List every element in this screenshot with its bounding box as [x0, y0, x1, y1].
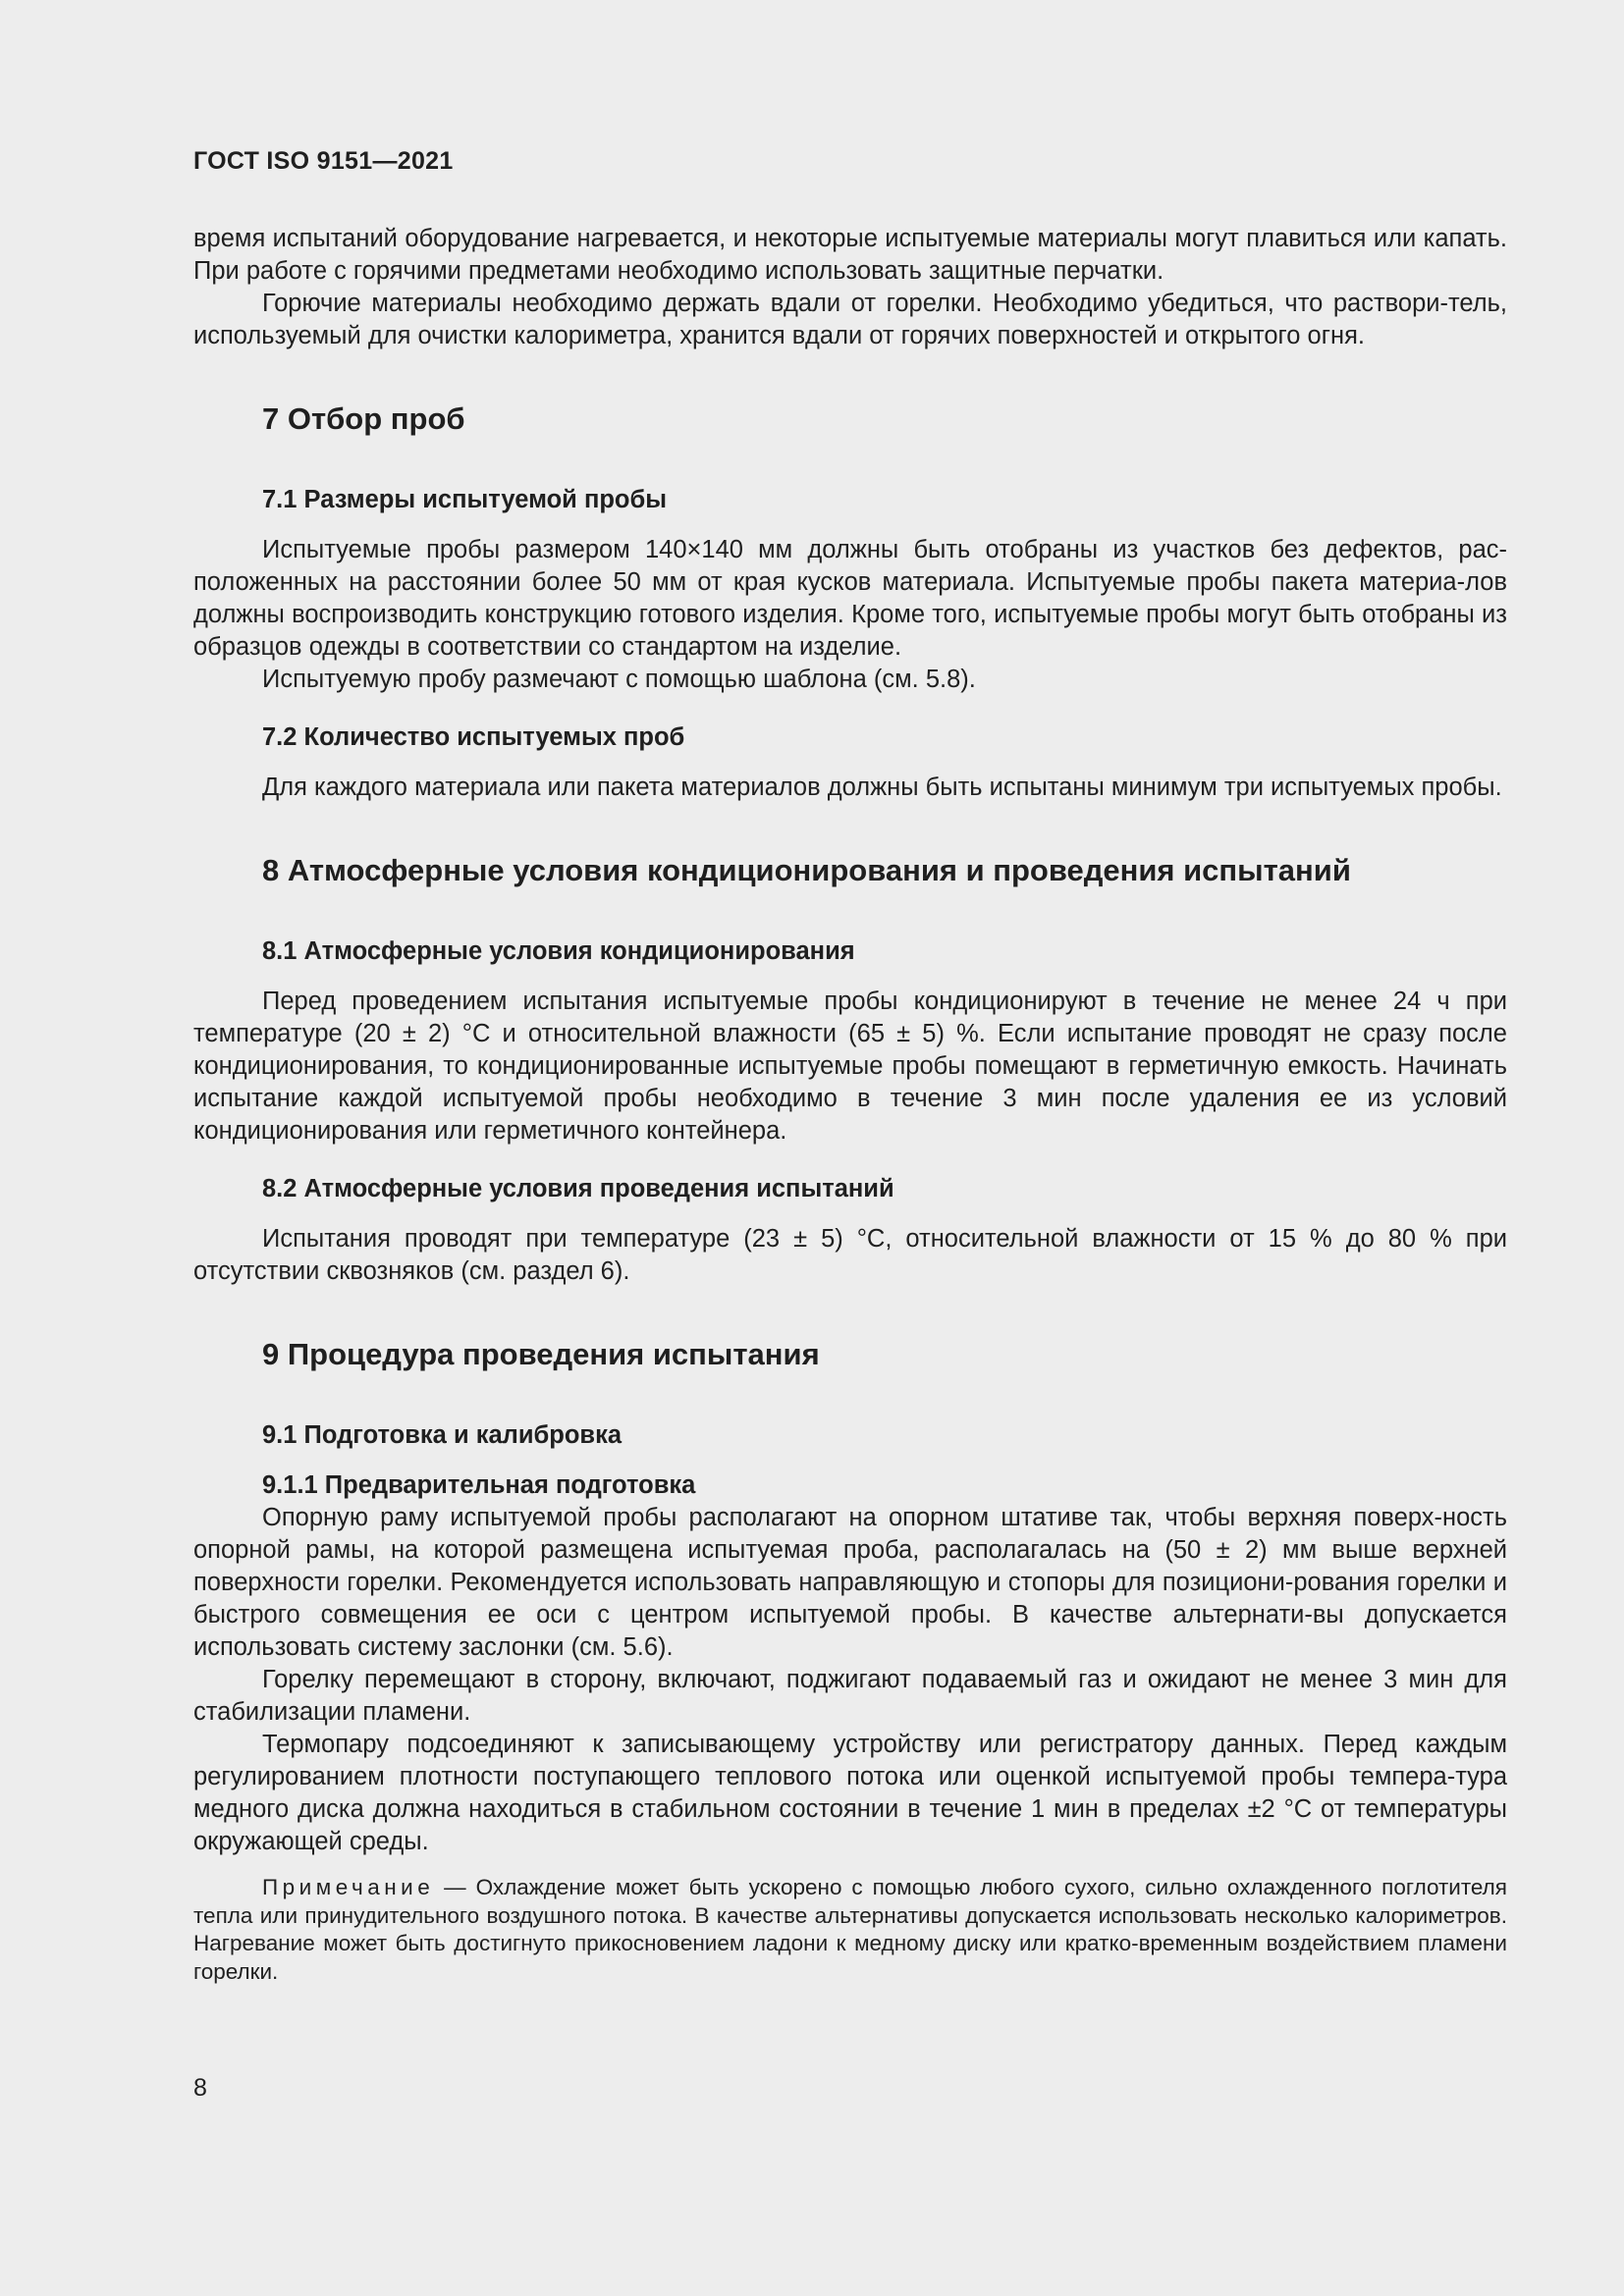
subsection-8-2-paragraph-1: Испытания проводят при температуре (23 ± 5) °С, относительной влажности от 15 % до 80 % при отсутствии сквозняков (см. раздел 6).: [193, 1225, 1507, 1285]
subsection-9-1-1-paragraph-3: Термопару подсоединяют к записывающему устройству или регистратору данных. Перед каждым регулированием плотности поступающего теплового потока или оценкой испытуемой пробы темпера-тура медного диска должна находиться в стабильном состоянии в течение 1 мин в пределах ±2 °С от температуры окружающей среды.: [193, 1731, 1507, 1855]
intro-paragraph-1: время испытаний оборудование нагревается, и некоторые испытуемые материалы могут плавиться или капать. При работе с горячими предметами необходимо использовать защитные перчатки.: [193, 225, 1507, 285]
note-text: — Охлаждение может быть ускорено с помощью любого сухого, сильно охлажденного поглотителя тепла или принудительного воздушного потока. В качестве альтернативы допускается использовать несколько калориметров. Нагревание может быть достигнуто прикосновением ладони к медному диску или кратко-временным воздействием пламени горелки.: [193, 1875, 1507, 1984]
section-9-title: 9 Процедура проведения испытания: [262, 1337, 820, 1371]
note-block: [193, 1874, 1507, 1986]
subsection-7-2-paragraph-1: Для каждого материала или пакета материалов должны быть испытаны минимум три испытуемых пробы.: [262, 774, 1502, 801]
subsection-9-1-1-title: 9.1.1 Предварительная подготовка: [262, 1471, 696, 1499]
subsection-7-2-title: 7.2 Количество испытуемых проб: [262, 723, 685, 751]
subsection-7-1-paragraph-2: Испытуемую пробу размечают с помощью шаблона (см. 5.8).: [262, 666, 976, 693]
subsection-9-1-title: 9.1 Подготовка и калибровка: [262, 1421, 623, 1449]
note-label: Примечание: [262, 1875, 435, 1899]
subsection-8-2-title: 8.2 Атмосферные условия проведения испытаний: [262, 1175, 894, 1202]
subsection-8-1-title: 8.1 Атмосферные условия кондиционирования: [262, 937, 855, 965]
document-page: [193, 147, 1507, 1986]
subsection-9-1-1-paragraph-1: Опорную раму испытуемой пробы располагают на опорном штативе так, чтобы верхняя поверх-ность опорной рамы, на которой размещена испытуемая проба, располагалась на (50 ± 2) мм выше верхней поверхности горелки. Рекомендуется использовать направляющую и стопоры для позициони-рования горелки и быстрого совмещения ее оси с центром испытуемой пробы. В качестве альтернати-вы допускается использовать систему заслонки (см. 5.6).: [193, 1504, 1507, 1661]
document-code-header: ГОСТ ISO 9151—2021: [193, 147, 454, 175]
subsection-7-1-title: 7.1 Размеры испытуемой пробы: [262, 486, 668, 513]
page-number: 8: [193, 2074, 207, 2102]
section-7-title: 7 Отбор проб: [262, 401, 465, 436]
subsection-9-1-1-paragraph-2: Горелку перемещают в сторону, включают, поджигают подаваемый газ и ожидают не менее 3 мин для стабилизации пламени.: [193, 1666, 1507, 1726]
section-8-title: 8 Атмосферные условия кондиционирования и проведения испытаний: [262, 853, 1351, 887]
subsection-8-1-paragraph-1: Перед проведением испытания испытуемые пробы кондиционируют в течение не менее 24 ч при температуре (20 ± 2) °С и относительной влажности (65 ± 5) %. Если испытание проводят не сразу после кондиционирования, то кондиционированные испытуемые пробы помещают в герметичную емкость. Начинать испытание каждой испытуемой пробы необходимо в течение 3 мин после удаления ее из условий кондиционирования или герметичного контейнера.: [193, 988, 1507, 1145]
intro-paragraph-2: Горючие материалы необходимо держать вдали от горелки. Необходимо убедиться, что раствори-тель, используемый для очистки калориметра, хранится вдали от горячих поверхностей и открытого огня.: [193, 290, 1507, 349]
subsection-7-1-paragraph-1: Испытуемые пробы размером 140×140 мм должны быть отобраны из участков без дефектов, рас-положенных на расстоянии более 50 мм от края кусков материала. Испытуемые пробы пакета материа-лов должны воспроизводить конструкцию готового изделия. Кроме того, испытуемые пробы могут быть отобраны из образцов одежды в соответствии со стандартом на изделие.: [193, 536, 1507, 661]
